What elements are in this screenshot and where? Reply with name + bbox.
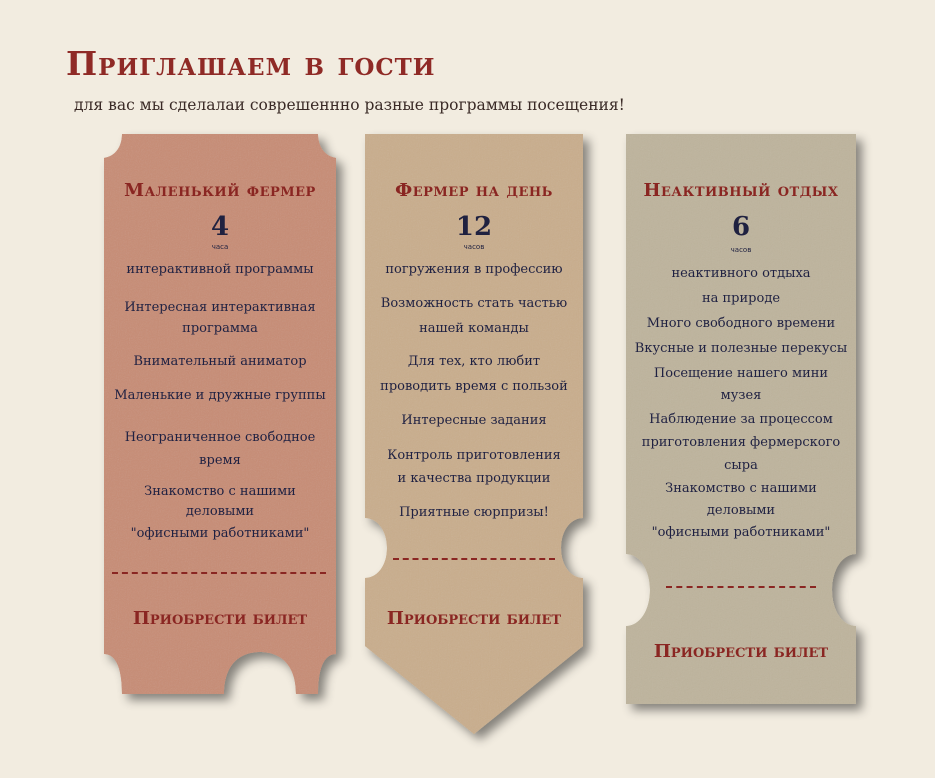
feature-line: Маленькие и дружные группы (114, 388, 326, 403)
ticket-title: Неактивный отдых (643, 180, 839, 201)
feature-line: Много свободного времени (646, 316, 836, 331)
feature-line: сыра (724, 458, 758, 473)
ticket-hours-unit: часов (730, 246, 752, 254)
feature-line: программа (182, 321, 258, 336)
feature-line: Наблюдение за процессом (649, 412, 833, 427)
feature-line: нашей команды (419, 321, 529, 336)
feature-line: Приятные сюрпризы! (399, 505, 549, 520)
tear-line (393, 558, 555, 560)
feature-line: Для тех, кто любит (407, 354, 541, 369)
feature-line: интерактивной программы (126, 262, 314, 277)
feature-line: Интересные задания (401, 413, 547, 428)
feature-line: "офисными работниками" (130, 526, 310, 541)
feature-line: "офисными работниками" (651, 525, 831, 540)
feature-line: время (199, 453, 241, 468)
ticket-title: Фермер на день (395, 180, 553, 201)
ticket-hours-number: 6 (731, 212, 751, 242)
feature-line: и качества продукции (397, 471, 551, 486)
feature-line: музея (720, 388, 762, 403)
buy-ticket-button[interactable]: Приобрести билет (386, 608, 562, 629)
feature-line: деловыми (185, 504, 255, 519)
ticket-hours-number: 12 (455, 212, 493, 242)
feature-line: Возможность стать частью (380, 296, 568, 311)
feature-line: проводить время с пользой (380, 379, 568, 394)
ticket-hours-unit: часов (463, 243, 485, 251)
tear-line (666, 586, 816, 588)
tear-line (112, 572, 326, 574)
page-subtitle: для вас мы сделалаи соврешеннно разные программы посещения! (74, 96, 625, 114)
ticket-title: Маленький фермер (124, 180, 316, 201)
ticket-hours-unit: часа (211, 243, 229, 251)
feature-line: Интересная интерактивная (124, 300, 316, 315)
buy-ticket-button[interactable]: Приобрести билет (132, 608, 308, 629)
feature-line: приготовления фермерского (641, 435, 841, 450)
ticket-hours-number: 4 (210, 212, 230, 242)
feature-line: Неограниченное свободное (124, 430, 316, 445)
feature-line: погружения в профессию (385, 262, 563, 277)
feature-line: Внимательный аниматор (133, 354, 307, 369)
page-title: Приглашаем в гости (66, 44, 436, 83)
ticket-small-farmer (104, 134, 336, 694)
feature-line: Контроль приготовления (387, 448, 561, 463)
feature-line: на природе (701, 291, 781, 306)
feature-line: Посещение нашего мини (653, 366, 829, 381)
feature-line: Знакомство с нашими (665, 481, 817, 496)
feature-line: Вкусные и полезные перекусы (634, 341, 848, 356)
feature-line: деловыми (706, 503, 776, 518)
ticket-farmer-for-a-day (365, 134, 583, 734)
feature-line: Знакомство с нашими (144, 484, 296, 499)
feature-line: неактивного отдыха (671, 266, 811, 281)
ticket-inactive-rest (626, 134, 856, 704)
buy-ticket-button[interactable]: Приобрести билет (653, 641, 829, 662)
